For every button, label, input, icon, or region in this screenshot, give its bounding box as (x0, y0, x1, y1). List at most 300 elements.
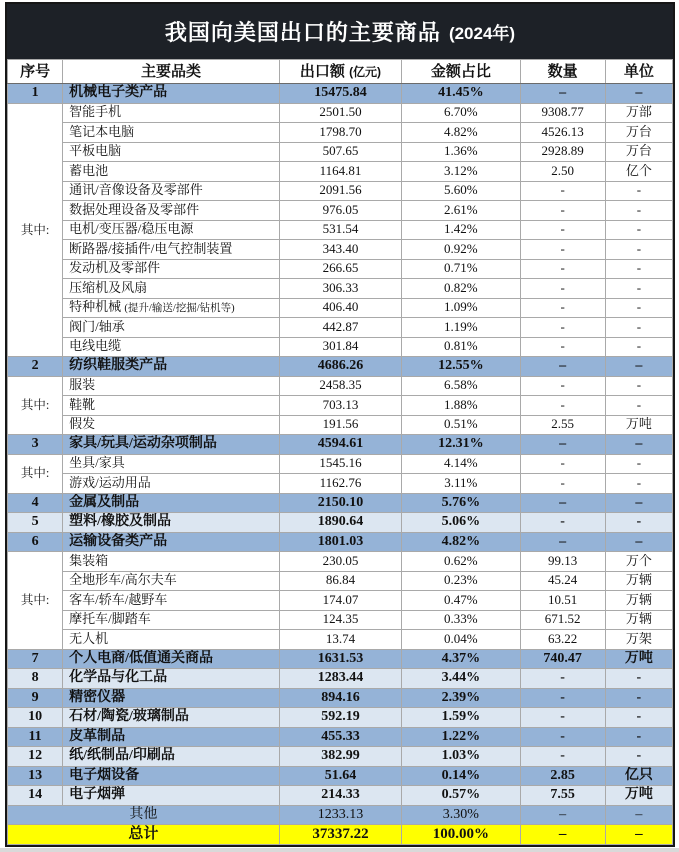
row-number-cell: 10 (8, 708, 63, 728)
unit-cell: - (605, 181, 672, 201)
item-name-cell (63, 747, 280, 767)
export-value-cell: 2150.10 (279, 493, 401, 513)
col-header-quantity (520, 60, 605, 84)
export-value-cell: 455.33 (279, 727, 401, 747)
item-name-cell (63, 571, 280, 591)
quantity-cell: 2928.89 (520, 142, 605, 162)
item-name-cell (63, 240, 280, 260)
quantity-cell: 2.55 (520, 415, 605, 435)
quantity-cell: - (520, 454, 605, 474)
unit-cell: - (605, 747, 672, 767)
table-row (8, 513, 673, 533)
table-row (8, 376, 673, 396)
share-cell: 1.88% (402, 396, 520, 416)
item-name-cell (63, 532, 280, 552)
item-name-cell (63, 181, 280, 201)
quantity-cell: 10.51 (520, 591, 605, 611)
row-number-cell: 13 (8, 766, 63, 786)
share-cell: 5.76% (402, 493, 520, 513)
table-row (8, 630, 673, 650)
unit-cell: - (605, 454, 672, 474)
export-table-sheet (5, 2, 675, 847)
share-cell: 41.45% (402, 84, 520, 104)
table-row (8, 357, 673, 377)
share-cell: 5.60% (402, 181, 520, 201)
share-cell: 0.81% (402, 337, 520, 357)
col-header-unit (605, 60, 672, 84)
item-name: 全地形车/高尔夫车 (69, 572, 177, 588)
table-row (8, 123, 673, 143)
table-row (8, 415, 673, 435)
quantity-cell: – (520, 84, 605, 104)
export-value-cell: 343.40 (279, 240, 401, 260)
col-header-seq-label: 序号 (20, 62, 51, 80)
table-row (8, 825, 673, 845)
export-value-cell: 301.84 (279, 337, 401, 357)
quantity-cell: - (520, 298, 605, 318)
item-name-cell (63, 493, 280, 513)
table-row (8, 259, 673, 279)
item-name-cell (63, 220, 280, 240)
quantity-cell: - (520, 201, 605, 221)
unit-cell: – (605, 357, 672, 377)
table-row (8, 298, 673, 318)
quantity-cell: - (520, 688, 605, 708)
header-row (8, 60, 673, 84)
item-name-cell (63, 162, 280, 182)
item-name: 摩托车/脚踏车 (69, 611, 151, 627)
table-header (8, 60, 673, 84)
total-label-cell: 总计 (8, 825, 280, 845)
item-name: 家具/玩具/运动杂项制品 (69, 436, 217, 452)
export-value-cell: 382.99 (279, 747, 401, 767)
export-value-cell: 703.13 (279, 396, 401, 416)
unit-cell: 万辆 (605, 591, 672, 611)
unit-cell: – (605, 805, 672, 825)
quantity-cell: 45.24 (520, 571, 605, 591)
row-number-cell: 1 (8, 84, 63, 104)
quantity-cell: - (520, 318, 605, 338)
export-value-cell: 1890.64 (279, 513, 401, 533)
table-row (8, 318, 673, 338)
quantity-cell: - (520, 396, 605, 416)
item-name: 压缩机及风扇 (69, 279, 148, 295)
unit-cell: - (605, 727, 672, 747)
unit-cell: - (605, 669, 672, 689)
quantity-cell: 671.52 (520, 610, 605, 630)
export-value-cell: 174.07 (279, 591, 401, 611)
group-label-cell: 其中: (8, 552, 63, 650)
share-cell: 4.37% (402, 649, 520, 669)
row-number-cell: 3 (8, 435, 63, 455)
row-number-cell: 11 (8, 727, 63, 747)
item-name: 电子烟弹 (69, 787, 126, 803)
item-name-note: (提升/输送/挖掘/钻机等) (124, 303, 235, 315)
item-name: 客车/轿车/越野车 (69, 591, 168, 607)
item-name: 石材/陶瓷/玻璃制品 (69, 709, 189, 725)
share-cell: 0.92% (402, 240, 520, 260)
export-value-cell: 1801.03 (279, 532, 401, 552)
item-name: 电线电缆 (69, 338, 122, 354)
row-number-cell: 12 (8, 747, 63, 767)
quantity-cell: - (520, 220, 605, 240)
item-name-cell (63, 337, 280, 357)
item-name: 阀门/轴承 (69, 318, 125, 334)
table-row (8, 610, 673, 630)
item-name-cell (63, 415, 280, 435)
col-header-export-value-note: (亿元) (349, 64, 382, 79)
table-row (8, 688, 673, 708)
unit-cell: - (605, 279, 672, 299)
row-number-cell: 8 (8, 669, 63, 689)
unit-cell: - (605, 396, 672, 416)
export-value-cell: 2458.35 (279, 376, 401, 396)
col-header-category-label: 主要品类 (140, 62, 201, 80)
item-name: 个人电商/低值通关商品 (69, 650, 214, 666)
quantity-cell: - (520, 747, 605, 767)
item-name: 发动机及零部件 (69, 260, 161, 276)
table-row (8, 766, 673, 786)
row-number-cell: 6 (8, 532, 63, 552)
share-cell: 4.82% (402, 123, 520, 143)
item-name: 服装 (69, 377, 96, 393)
table-row (8, 142, 673, 162)
table-row (8, 201, 673, 221)
export-value-cell: 4594.61 (279, 435, 401, 455)
item-name: 笔记本电脑 (69, 123, 135, 139)
group-label-cell: 其中: (8, 454, 63, 493)
row-number-cell: 9 (8, 688, 63, 708)
table-row (8, 571, 673, 591)
share-cell: 1.09% (402, 298, 520, 318)
export-value-cell: 507.65 (279, 142, 401, 162)
export-value-cell: 592.19 (279, 708, 401, 728)
export-value-cell: 1162.76 (279, 474, 401, 494)
share-cell: 2.61% (402, 201, 520, 221)
unit-cell: – (605, 532, 672, 552)
share-cell: 1.19% (402, 318, 520, 338)
item-name: 金属及制品 (69, 494, 140, 510)
item-name: 游戏/运动用品 (69, 474, 151, 490)
item-name-cell (63, 259, 280, 279)
page-title (7, 4, 673, 59)
table-row (8, 532, 673, 552)
share-cell: 1.03% (402, 747, 520, 767)
row-number-cell: 2 (8, 357, 63, 377)
unit-cell: - (605, 240, 672, 260)
unit-cell: - (605, 220, 672, 240)
item-name: 运输设备类产品 (69, 533, 168, 549)
table-row (8, 708, 673, 728)
export-value-cell: 1283.44 (279, 669, 401, 689)
col-header-category (63, 60, 280, 84)
share-cell: 0.51% (402, 415, 520, 435)
table-row (8, 649, 673, 669)
export-value-cell: 531.54 (279, 220, 401, 240)
export-value-cell: 4686.26 (279, 357, 401, 377)
export-value-cell: 894.16 (279, 688, 401, 708)
item-name-cell (63, 435, 280, 455)
unit-cell: 万部 (605, 103, 672, 123)
table-row (8, 337, 673, 357)
export-value-cell: 1164.81 (279, 162, 401, 182)
item-name: 蓄电池 (69, 162, 109, 178)
quantity-cell: – (520, 532, 605, 552)
item-name-cell (63, 201, 280, 221)
unit-cell: 万台 (605, 123, 672, 143)
share-cell: 0.82% (402, 279, 520, 299)
unit-cell: 万吨 (605, 415, 672, 435)
unit-cell: 万台 (605, 142, 672, 162)
share-cell: 12.55% (402, 357, 520, 377)
unit-cell: 万个 (605, 552, 672, 572)
export-value-cell: 1233.13 (279, 805, 401, 825)
export-value-cell: 1798.70 (279, 123, 401, 143)
share-cell: 3.12% (402, 162, 520, 182)
share-cell: 0.47% (402, 591, 520, 611)
share-cell: 0.62% (402, 552, 520, 572)
table-row (8, 84, 673, 104)
title-text: 我国向美国出口的主要商品 (164, 20, 441, 45)
table-row (8, 279, 673, 299)
table-row (8, 220, 673, 240)
item-name-cell (63, 708, 280, 728)
unit-cell: - (605, 688, 672, 708)
col-header-share (402, 60, 520, 84)
item-name: 坐具/家具 (69, 455, 125, 471)
table-row (8, 181, 673, 201)
item-name-cell (63, 513, 280, 533)
share-cell: 0.04% (402, 630, 520, 650)
quantity-cell: - (520, 474, 605, 494)
export-value-cell: 13.74 (279, 630, 401, 650)
export-value-cell: 37337.22 (279, 825, 401, 845)
item-name-cell (63, 279, 280, 299)
share-cell: 4.82% (402, 532, 520, 552)
item-name-cell (63, 591, 280, 611)
share-cell: 3.11% (402, 474, 520, 494)
export-value-cell: 214.33 (279, 786, 401, 806)
item-name-cell (63, 123, 280, 143)
table-row (8, 786, 673, 806)
item-name: 数据处理设备及零部件 (69, 201, 200, 217)
export-value-cell: 191.56 (279, 415, 401, 435)
quantity-cell: 99.13 (520, 552, 605, 572)
unit-cell: 万吨 (605, 649, 672, 669)
unit-cell: 万架 (605, 630, 672, 650)
table-row (8, 396, 673, 416)
item-name-cell (63, 688, 280, 708)
quantity-cell: 4526.13 (520, 123, 605, 143)
table-row (8, 669, 673, 689)
share-cell: 0.57% (402, 786, 520, 806)
quantity-cell: - (520, 727, 605, 747)
exports-table (7, 59, 673, 845)
export-value-cell: 15475.84 (279, 84, 401, 104)
other-label-cell: 其他 (8, 805, 280, 825)
unit-cell: – (605, 825, 672, 845)
col-header-share-label: 金额占比 (430, 62, 491, 80)
item-name-cell (63, 630, 280, 650)
table-row (8, 454, 673, 474)
quantity-cell: - (520, 669, 605, 689)
share-cell: 0.14% (402, 766, 520, 786)
unit-cell: - (605, 337, 672, 357)
item-name: 集装箱 (69, 552, 109, 568)
col-header-unit-label: 单位 (623, 62, 654, 80)
export-value-cell: 306.33 (279, 279, 401, 299)
quantity-cell: – (520, 825, 605, 845)
unit-cell: - (605, 318, 672, 338)
row-number-cell: 4 (8, 493, 63, 513)
item-name-cell (63, 766, 280, 786)
item-name: 电机/变压器/稳压电源 (69, 221, 194, 237)
export-value-cell: 442.87 (279, 318, 401, 338)
unit-cell: 亿个 (605, 162, 672, 182)
row-number-cell: 7 (8, 649, 63, 669)
table-row (8, 162, 673, 182)
quantity-cell: 7.55 (520, 786, 605, 806)
unit-cell: – (605, 493, 672, 513)
table-row (8, 240, 673, 260)
export-value-cell: 2091.56 (279, 181, 401, 201)
item-name: 特种机械 (69, 299, 122, 315)
row-number-cell: 5 (8, 513, 63, 533)
quantity-cell: 63.22 (520, 630, 605, 650)
col-header-seq (8, 60, 63, 84)
share-cell: 12.31% (402, 435, 520, 455)
item-name: 纸/纸制品/印刷品 (69, 748, 175, 764)
share-cell: 1.42% (402, 220, 520, 240)
item-name-cell (63, 669, 280, 689)
item-name: 皮革制品 (69, 728, 126, 744)
share-cell: 1.36% (402, 142, 520, 162)
quantity-cell: – (520, 435, 605, 455)
quantity-cell: - (520, 337, 605, 357)
item-name: 化学品与化工品 (69, 670, 168, 686)
unit-cell: – (605, 84, 672, 104)
table-row (8, 805, 673, 825)
item-name-cell (63, 84, 280, 104)
item-name: 智能手机 (69, 104, 122, 120)
share-cell: 6.58% (402, 376, 520, 396)
share-cell: 0.71% (402, 259, 520, 279)
item-name-cell (63, 727, 280, 747)
share-cell: 0.33% (402, 610, 520, 630)
export-value-cell: 86.84 (279, 571, 401, 591)
col-header-export-value-label: 出口额 (299, 62, 345, 80)
share-cell: 2.39% (402, 688, 520, 708)
share-cell: 1.59% (402, 708, 520, 728)
unit-cell: - (605, 708, 672, 728)
table-row (8, 747, 673, 767)
quantity-cell: – (520, 805, 605, 825)
unit-cell: – (605, 435, 672, 455)
item-name-cell (63, 357, 280, 377)
export-value-cell: 976.05 (279, 201, 401, 221)
item-name-cell (63, 396, 280, 416)
share-cell: 4.14% (402, 454, 520, 474)
quantity-cell: 2.85 (520, 766, 605, 786)
col-header-export-value (279, 60, 401, 84)
item-name-cell (63, 376, 280, 396)
item-name-cell (63, 318, 280, 338)
table-body (8, 84, 673, 845)
table-row (8, 103, 673, 123)
export-value-cell: 1631.53 (279, 649, 401, 669)
share-cell: 6.70% (402, 103, 520, 123)
share-cell: 3.30% (402, 805, 520, 825)
item-name: 机械电子类产品 (69, 85, 168, 101)
share-cell: 0.23% (402, 571, 520, 591)
unit-cell: - (605, 201, 672, 221)
item-name: 平板电脑 (69, 143, 122, 159)
share-cell: 1.22% (402, 727, 520, 747)
quantity-cell: – (520, 493, 605, 513)
item-name-cell (63, 649, 280, 669)
quantity-cell: 740.47 (520, 649, 605, 669)
table-row (8, 591, 673, 611)
table-row (8, 727, 673, 747)
export-value-cell: 2501.50 (279, 103, 401, 123)
item-name: 通讯/音像设备及零部件 (69, 182, 203, 198)
unit-cell: - (605, 259, 672, 279)
item-name-cell (63, 298, 280, 318)
item-name: 电子烟设备 (69, 767, 140, 783)
group-label-cell: 其中: (8, 376, 63, 435)
unit-cell: 亿只 (605, 766, 672, 786)
title-year: (2024年) (448, 24, 516, 43)
quantity-cell: 2.50 (520, 162, 605, 182)
table-row (8, 474, 673, 494)
group-label-cell: 其中: (8, 103, 63, 357)
item-name: 无人机 (69, 630, 109, 646)
unit-cell: 万辆 (605, 571, 672, 591)
item-name-cell (63, 610, 280, 630)
export-value-cell: 230.05 (279, 552, 401, 572)
export-value-cell: 1545.16 (279, 454, 401, 474)
table-row (8, 552, 673, 572)
export-value-cell: 406.40 (279, 298, 401, 318)
col-header-quantity-label: 数量 (547, 62, 578, 80)
item-name: 纺织鞋服类产品 (69, 358, 168, 374)
item-name-cell (63, 454, 280, 474)
item-name: 鞋靴 (69, 396, 96, 412)
unit-cell: - (605, 513, 672, 533)
quantity-cell: - (520, 279, 605, 299)
share-cell: 5.06% (402, 513, 520, 533)
unit-cell: - (605, 376, 672, 396)
share-cell: 100.00% (402, 825, 520, 845)
unit-cell: - (605, 298, 672, 318)
table-row (8, 435, 673, 455)
table-row (8, 493, 673, 513)
item-name: 断路器/接插件/电气控制装置 (69, 240, 233, 256)
quantity-cell: – (520, 357, 605, 377)
quantity-cell: - (520, 708, 605, 728)
item-name-cell (63, 474, 280, 494)
item-name: 假发 (69, 416, 96, 432)
share-cell: 3.44% (402, 669, 520, 689)
unit-cell: 万辆 (605, 610, 672, 630)
item-name-cell (63, 552, 280, 572)
unit-cell: - (605, 474, 672, 494)
item-name: 塑料/橡胶及制品 (69, 514, 172, 530)
item-name-cell (63, 786, 280, 806)
quantity-cell: - (520, 513, 605, 533)
export-value-cell: 51.64 (279, 766, 401, 786)
item-name-cell (63, 142, 280, 162)
